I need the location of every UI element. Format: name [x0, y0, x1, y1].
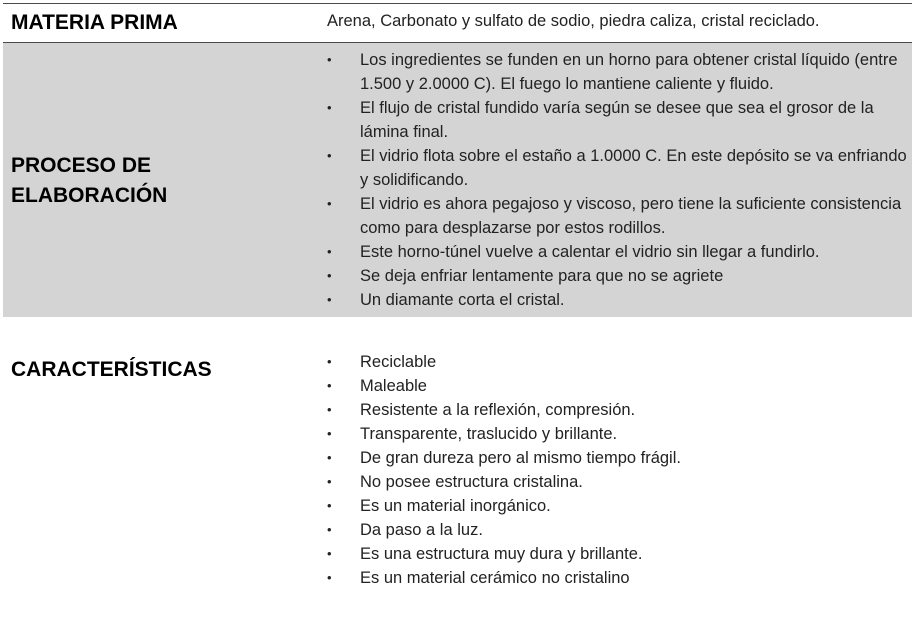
bullet-icon: • [327, 292, 332, 307]
list-item [321, 264, 912, 288]
list-item-text: Da paso a la luz. [360, 521, 483, 539]
list-item [321, 144, 912, 192]
caracteristicas-list [321, 350, 912, 590]
bullet-icon: • [327, 100, 332, 115]
list-item-text: Reciclable [360, 353, 437, 371]
list-item-text: Este horno-túnel vuelve a calentar el vidrio sin llegar a fundirlo. [360, 243, 820, 261]
list-item [321, 374, 912, 398]
caracteristicas-label [3, 317, 321, 609]
bullet-icon: • [327, 148, 332, 163]
list-item [321, 566, 912, 590]
proceso-list [321, 48, 912, 312]
list-item [321, 422, 912, 446]
bullet-icon: • [327, 402, 332, 417]
list-item-text: No posee estructura cristalina. [360, 473, 583, 491]
bullet-icon: • [327, 570, 332, 585]
materia-prima-text: Arena, Carbonato y sulfato de sodio, piedra caliza, cristal reciclado. [327, 12, 820, 30]
list-item-text: Se deja enfriar lentamente para que no se agriete [360, 267, 724, 285]
list-item-text: Transparente, traslucido y brillante. [360, 425, 618, 443]
list-item [321, 494, 912, 518]
list-item [321, 288, 912, 312]
list-item-text: El flujo de cristal fundido varía según se desee que sea el grosor de la lámina final. [360, 99, 874, 141]
caracteristicas-content [321, 317, 912, 609]
list-item [321, 350, 912, 374]
list-item-text: Es un material inorgánico. [360, 497, 551, 515]
proceso-label-line2: ELABORACIÓN [11, 184, 168, 207]
list-item-text: Un diamante corta el cristal. [360, 291, 565, 309]
caracteristicas-label-text: CARACTERÍSTICAS [11, 358, 212, 381]
bullet-icon: • [327, 426, 332, 441]
list-item-text: El vidrio flota sobre el estaño a 1.0000 C. En este depósito se va enfriando y solidificando. [360, 147, 907, 189]
list-item-text: De gran dureza pero al mismo tiempo frágil. [360, 449, 681, 467]
list-item [321, 542, 912, 566]
bullet-icon: • [327, 498, 332, 513]
list-item [321, 192, 912, 240]
list-item-text: Los ingredientes se funden en un horno para obtener cristal líquido (entre 1.500 y 2.0000 C). El fuego lo mantiene caliente y fluido. [360, 51, 898, 93]
list-item [321, 96, 912, 144]
list-item-text: Resistente a la reflexión, compresión. [360, 401, 636, 419]
materia-prima-label [3, 4, 321, 42]
bullet-icon: • [327, 546, 332, 561]
bullet-icon: • [327, 378, 332, 393]
bullet-icon: • [327, 268, 332, 283]
list-item [321, 470, 912, 494]
row-caracteristicas [3, 317, 912, 609]
list-item-text: Maleable [360, 377, 427, 395]
list-item [321, 446, 912, 470]
proceso-content [321, 43, 912, 317]
row-proceso-elaboracion [3, 43, 912, 317]
proceso-label [3, 43, 321, 317]
list-item [321, 240, 912, 264]
bullet-icon: • [327, 450, 332, 465]
bullet-icon: • [327, 474, 332, 489]
bullet-icon: • [327, 244, 332, 259]
bullet-icon: • [327, 522, 332, 537]
bullet-icon: • [327, 52, 332, 67]
list-item [321, 518, 912, 542]
bullet-icon: • [327, 196, 332, 211]
list-item-text: El vidrio es ahora pegajoso y viscoso, pero tiene la suficiente consistencia como para desplazarse por estos rodillos. [360, 195, 902, 237]
bullet-icon: • [327, 354, 332, 369]
list-item [321, 398, 912, 422]
proceso-label-line1: PROCESO DE [11, 154, 152, 177]
list-item-text: Es una estructura muy dura y brillante. [360, 545, 643, 563]
materia-prima-content [321, 4, 912, 42]
list-item-text: Es un material cerámico no cristalino [360, 569, 630, 587]
list-item [321, 48, 912, 96]
materia-prima-label-text: MATERIA PRIMA [11, 11, 178, 34]
glass-properties-table [3, 3, 912, 609]
row-materia-prima [3, 3, 912, 43]
